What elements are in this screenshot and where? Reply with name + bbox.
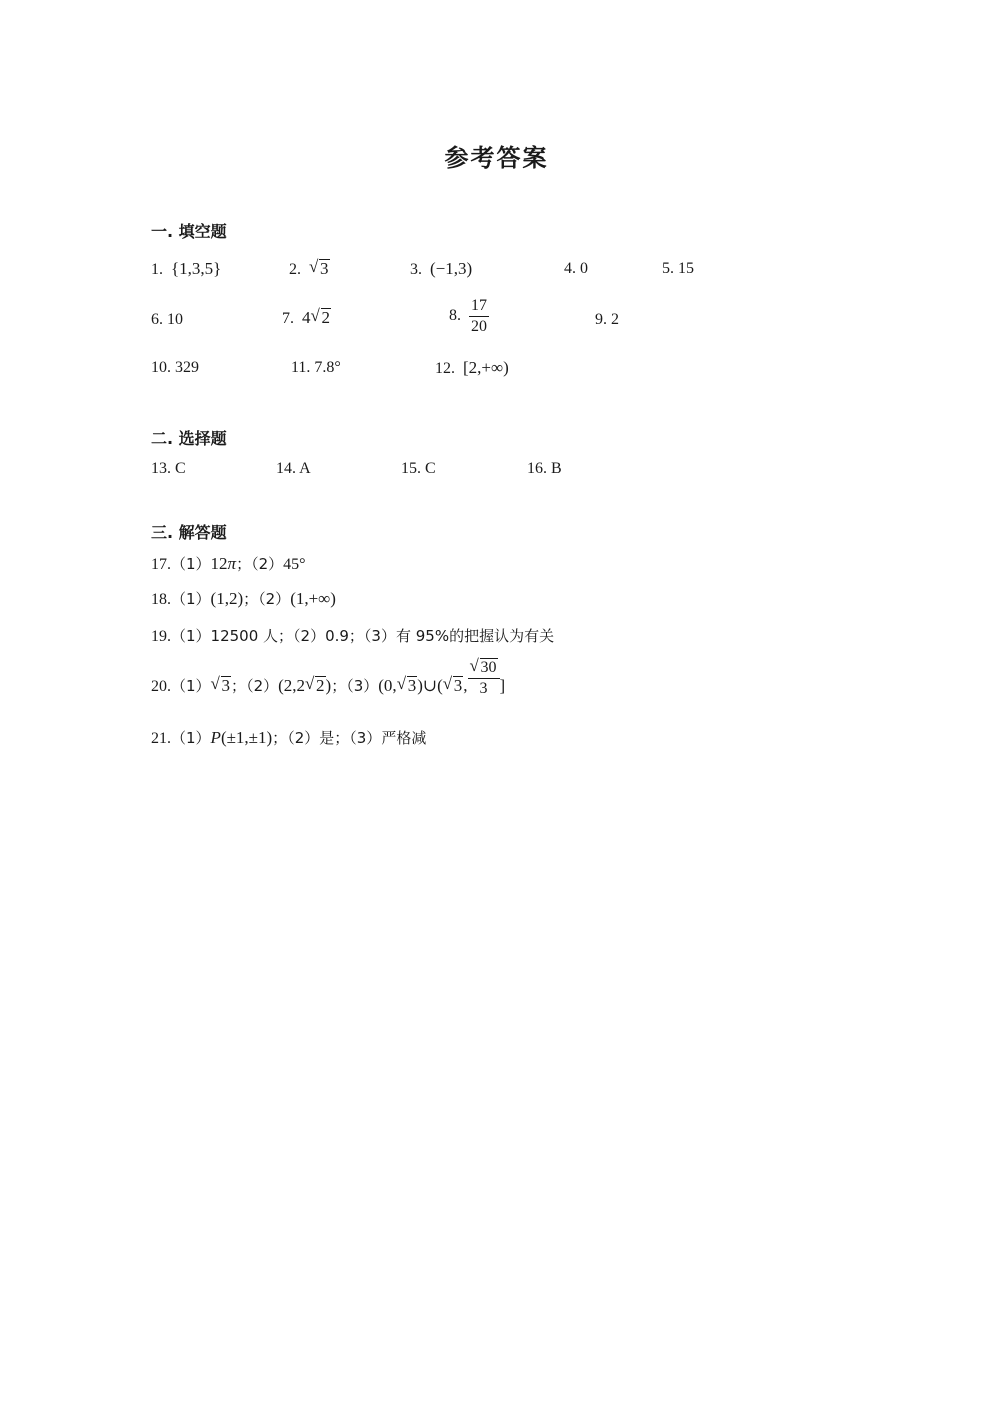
answer-6 (151, 310, 183, 330)
section-heading-solve: 三. 解答题 (151, 523, 227, 542)
answer-number: 16. (527, 460, 547, 477)
answer-17 (151, 554, 306, 575)
answer-number: 19. (151, 628, 171, 645)
answer-value: A (299, 460, 311, 477)
answer-text: （1）12500 人；（2）0.9；（3）有 95%的把握认为有关 (171, 627, 555, 645)
answer-number: 14. (276, 460, 296, 477)
answer-number: 18. (151, 591, 171, 608)
answer-2 (289, 259, 330, 280)
fraction-denominator: 20 (471, 318, 487, 335)
answer-number: 21. (151, 730, 171, 747)
radical-sign: √ (305, 674, 315, 694)
answer-21 (151, 728, 426, 749)
sqrt-expression (443, 676, 464, 696)
answer-value: (−1,3) (430, 259, 473, 278)
answer-number: 6. (151, 311, 163, 328)
radicand: 3 (221, 676, 231, 696)
separator: ； (331, 677, 347, 696)
answer-value: 12 (210, 554, 228, 573)
radical-sign: √ (442, 674, 453, 694)
answer-number: 9. (595, 311, 607, 328)
part-label: （2） (246, 677, 279, 696)
answer-value: {1,3,5} (171, 259, 222, 278)
answer-value: 2 (611, 311, 619, 328)
separator: ； (236, 555, 252, 573)
answer-number: 17. (151, 556, 171, 573)
pi-symbol: π (227, 554, 237, 573)
answer-value: [2,+∞) (463, 358, 509, 377)
answer-4 (564, 259, 588, 279)
section-heading-choice: 二. 选择题 (151, 429, 227, 448)
answer-7 (282, 308, 331, 329)
part-label: （2） (287, 729, 320, 747)
answer-3 (410, 259, 472, 280)
point-label: P (210, 728, 221, 747)
answer-number: 1. (151, 261, 163, 278)
sqrt-expression (309, 259, 330, 279)
answer-value: 是 (319, 729, 335, 747)
answer-value: )∪( (417, 676, 443, 696)
radical-sign: √ (210, 674, 220, 694)
part-label: （1） (171, 677, 211, 696)
answer-13 (151, 459, 186, 479)
answer-number: 2. (289, 261, 301, 278)
answer-value: (±1,±1) (220, 728, 273, 747)
part-label: （1） (171, 555, 211, 573)
answer-value: 7.8° (314, 359, 341, 376)
sqrt-expression (211, 676, 232, 696)
fraction (468, 658, 500, 699)
radical-sign: √ (469, 656, 479, 675)
answer-10 (151, 358, 199, 378)
radicand: 3 (407, 676, 417, 696)
part-label: （1） (171, 729, 211, 747)
separator: ； (272, 729, 288, 747)
answer-number: 12. (435, 360, 455, 377)
answer-value: ) (325, 676, 332, 696)
radical-sign: √ (396, 674, 407, 694)
radicand: 3 (320, 259, 329, 278)
fraction-denominator: 3 (479, 680, 488, 697)
answer-value: (1,+∞) (290, 589, 336, 608)
radical-sign: √ (309, 257, 319, 276)
sqrt-expression (470, 658, 498, 678)
answer-value: (2,2 (278, 676, 306, 696)
fraction (469, 296, 489, 337)
answer-number: 10. (151, 359, 171, 376)
radicand: 2 (316, 676, 325, 696)
part-label: （1） (171, 590, 211, 608)
answer-value: B (551, 460, 562, 477)
answer-5 (662, 259, 694, 279)
sqrt-expression (311, 308, 332, 328)
fraction-numerator: 17 (469, 296, 489, 317)
answer-number: 15. (401, 460, 421, 477)
answer-value: C (175, 460, 186, 477)
page-title: 参考答案 (444, 144, 549, 172)
answer-value: ] (499, 676, 506, 696)
answer-value: 0 (580, 260, 588, 277)
answer-number: 7. (282, 310, 294, 327)
answer-14 (276, 459, 311, 479)
coefficient: 4 (302, 308, 311, 327)
answer-15 (401, 459, 436, 479)
answer-1 (151, 259, 221, 280)
radicand: 2 (321, 308, 330, 327)
answer-number: 4. (564, 260, 576, 277)
answer-11 (291, 358, 341, 378)
answer-19 (151, 626, 554, 647)
separator: ； (334, 729, 350, 747)
answer-20 (151, 656, 506, 699)
answer-value: (0, (378, 676, 397, 696)
answer-16 (527, 459, 562, 479)
answer-number: 20. (151, 678, 171, 696)
answer-value: 45° (283, 556, 306, 573)
answer-value: 严格减 (381, 729, 427, 747)
answer-number: 8. (449, 307, 461, 325)
section-heading-fill: 一. 填空题 (151, 222, 227, 241)
answer-number: 3. (410, 261, 422, 278)
answer-number: 5. (662, 260, 674, 277)
part-label: （3） (346, 677, 379, 696)
radical-sign: √ (310, 306, 320, 325)
part-label: （2） (251, 555, 284, 573)
fraction-numerator (468, 658, 500, 679)
sqrt-expression (397, 676, 418, 696)
answer-number: 13. (151, 460, 171, 477)
answer-12 (435, 358, 509, 379)
answer-number: 11. (291, 359, 311, 376)
answer-value: C (425, 460, 436, 477)
answer-value: 10 (167, 311, 183, 328)
separator: ； (231, 677, 247, 696)
part-label: （3） (349, 729, 382, 747)
sqrt-expression (305, 676, 326, 696)
answer-value: (1,2) (210, 589, 244, 608)
answer-value: , (463, 676, 468, 696)
answer-value: 329 (175, 359, 199, 376)
radicand: 30 (480, 659, 497, 676)
separator: ； (243, 590, 259, 608)
answer-18 (151, 589, 336, 610)
answer-9 (595, 310, 619, 330)
part-label: （2） (258, 590, 291, 608)
answer-8 (449, 296, 489, 337)
answer-value: 15 (678, 260, 694, 277)
radicand: 3 (453, 676, 463, 696)
